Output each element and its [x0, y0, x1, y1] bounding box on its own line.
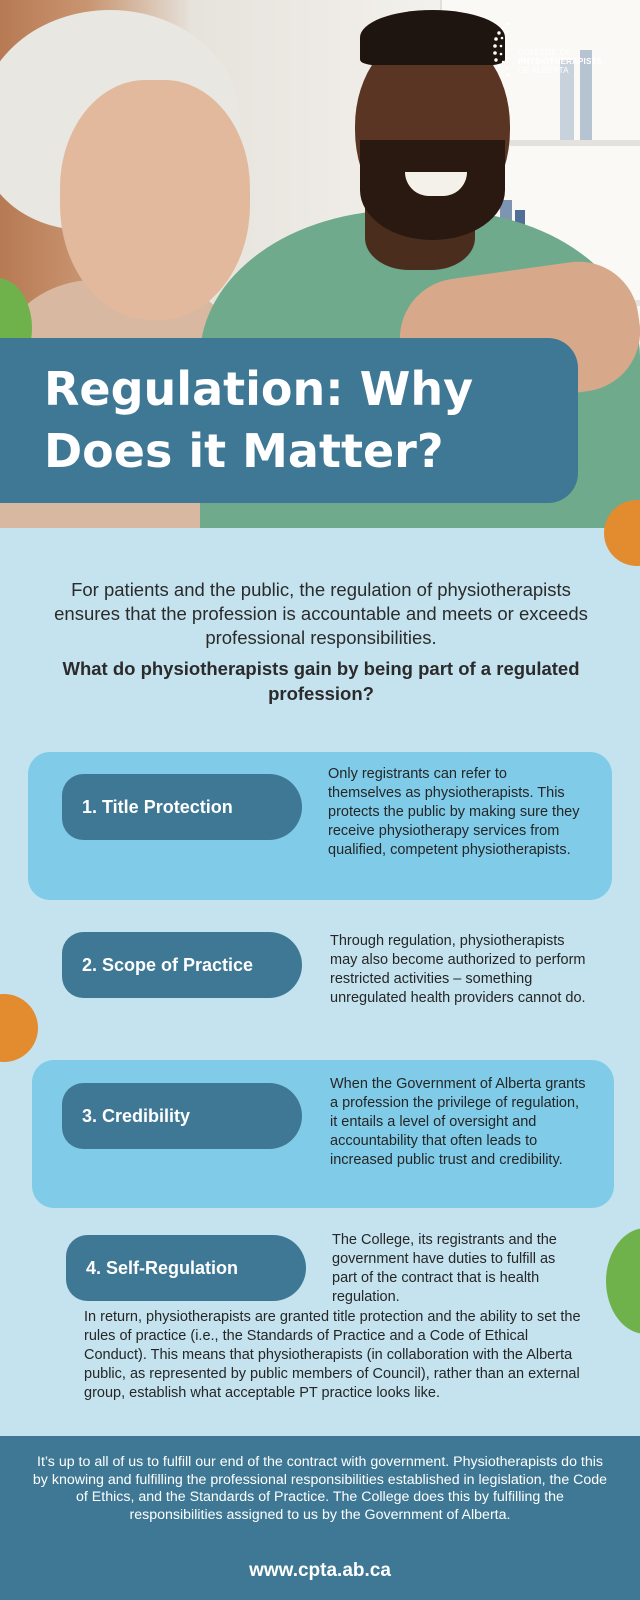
self-regulation-detail: In return, physiotherapists are granted title protection and the ability to set the rules of practice (i.e., the Standards of Practice and a Code of Ethical Conduct). This means that physiotherapists (in collaboration with the Alberta public, as represented by public members of Council), rather than an external group, establish what acceptable PT practice looks like. [84, 1309, 581, 1401]
intro-text: For patients and the public, the regulation of physiotherapists ensures that the profession is accountable and meets or exceeds professional responsibilities. [54, 579, 588, 648]
item-description-self-regulation: The College, its registrants and the government have duties to fulfill as part of the contract that is health regulation. [332, 1232, 557, 1305]
decorative-green-circle [606, 1228, 640, 1334]
item-label-self-regulation: 4. Self-Regulation [66, 1235, 306, 1301]
college-logo-text: COLLEGE OF PHYSIOTHERAPISTS OF ALBERTA [518, 48, 603, 75]
footer [0, 1436, 640, 1600]
item-description-scope-of-practice: Through regulation, physiotherapists may also become authorized to perform restricted activities – something unregulated health providers cannot do. [330, 933, 586, 1006]
page-title: Regulation: Why Does it Matter? [44, 362, 474, 478]
decorative-orange-circle [0, 994, 38, 1062]
item-label-credibility: 3. Credibility [62, 1083, 302, 1149]
item-description-credibility: When the Government of Alberta grants a profession the privilege of regulation, it entails a level of oversight and accountability that often leads to increased public trust and credibility. [330, 1076, 586, 1168]
website-link[interactable]: www.cpta.ab.ca [249, 1560, 391, 1581]
footer-text: It’s up to all of us to fulfill our end of the contract with government. Physiotherapists do this by knowing and fulfilling the professional responsibilities established in legislation, the Code of Ethics, and the Standards of Practice. The College does this by fulfilling the responsibilities assigned to us by the Government of Alberta. [32, 1454, 608, 1523]
college-logo[interactable] [492, 20, 632, 80]
item-label-title-protection: 1. Title Protection [62, 774, 302, 840]
item-label-scope-of-practice: 2. Scope of Practice [62, 932, 302, 998]
item-description-title-protection: Only registrants can refer to themselves as physiotherapists. This protects the public by making sure they receive physiotherapy services from qualified, competent physiotherapists. [328, 766, 580, 858]
college-logo-mark-icon [492, 20, 514, 78]
woman-face [60, 80, 250, 320]
intro-question: What do physiotherapists gain by being part of a regulated profession? [62, 658, 580, 704]
title-banner [0, 338, 578, 503]
